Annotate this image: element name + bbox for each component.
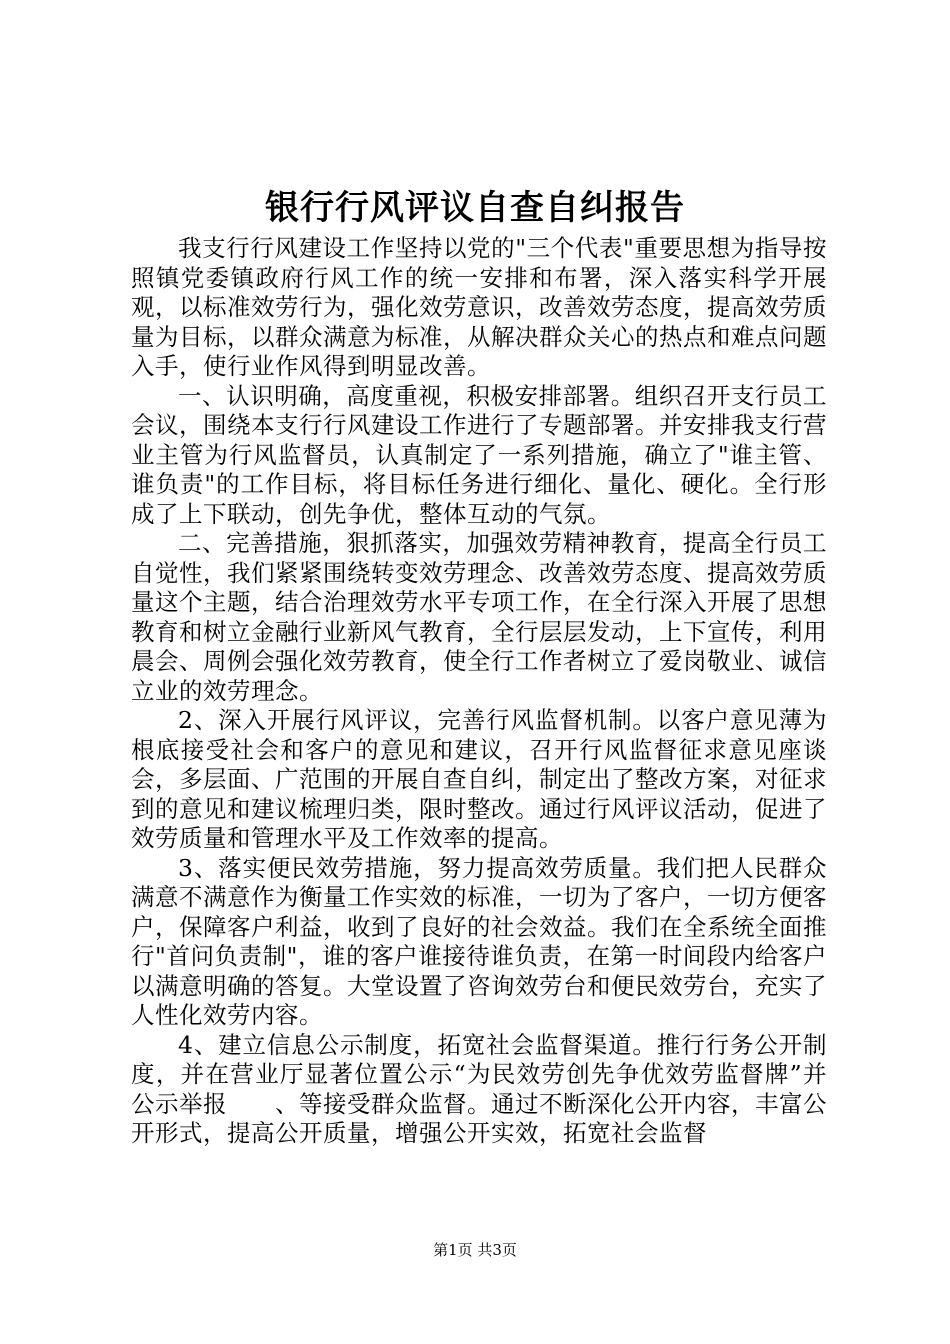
paragraph-intro: 我支行行风建设工作坚持以党的"三个代表"重要思想为指导按照镇党委镇政府行风工作的统一安排和布署，深入落实科学开展观，以标准效劳行为，强化效劳意识，改善效劳态度，提高效劳质量为目标，以群众满意为标准，从解决群众关心的热点和难点问题入手，使行业作风得到明显改善。: [131, 234, 827, 380]
page-footer: 第1页 共3页: [433, 1241, 517, 1259]
paragraph-item-2: 2、深入开展行风评议，完善行风监督机制。以客户意见薄为根底接受社会和客户的意见和建议，召开行风监督征求意见座谈会，多层面、广范围的开展自查自纠，制定出了整改方案，对征求到的意见和建议梳理归类，限时整改。通过行风评议活动，促进了效劳质量和管理水平及工作效率的提高。: [131, 706, 827, 852]
paragraph-section-1: 一、认识明确，高度重视，积极安排部署。组织召开支行员工会议，围绕本支行行风建设工作进行了专题部署。并安排我支行营业主管为行风监督员，认真制定了一系列措施，确立了"谁主管、谁负责"的工作目标，将目标任务进行细化、量化、硬化。全行形成了上下联动，创先争优，整体互动的气氛。: [131, 381, 827, 528]
document-title: 银行行风评议自查自纠报告: [265, 188, 685, 228]
paragraph-item-3: 3、落实便民效劳措施，努力提高效劳质量。我们把人民群众满意不满意作为衡量工作实效的标准，一切为了客户，一切方便客户，保障客户利益，收到了良好的社会效益。我们在全系统全面推行"首问负责制"，谁的客户谁接待谁负责，在第一时间段内给客户以满意明确的答复。大堂设置了咨询效劳台和便民效劳台，充实了人性化效劳内容。: [131, 853, 827, 1029]
document-body: [131, 234, 827, 1149]
paragraph-section-2: 二、完善措施，狠抓落实，加强效劳精神教育，提高全行员工自觉性，我们紧紧围绕转变效劳理念、改善效劳态度、提高效劳质量这个主题，结合治理效劳水平专项工作，在全行深入开展了思想教育和树立金融行业新风气教育，全行层层发动，上下宣传，利用晨会、周例会强化效劳教育，使全行工作者树立了爱岗敬业、诚信立业的效劳理念。: [131, 529, 827, 705]
paragraph-item-4: 4、建立信息公示制度，拓宽社会监督渠道。推行行务公开制度，并在营业厅显著位置公示“为民效劳创先争优效劳监督牌”并公示举报 、等接受群众监督。通过不断深化公开内容，丰富公开形式，提高公开质量，增强公开实效，拓宽社会监督: [131, 1030, 827, 1147]
